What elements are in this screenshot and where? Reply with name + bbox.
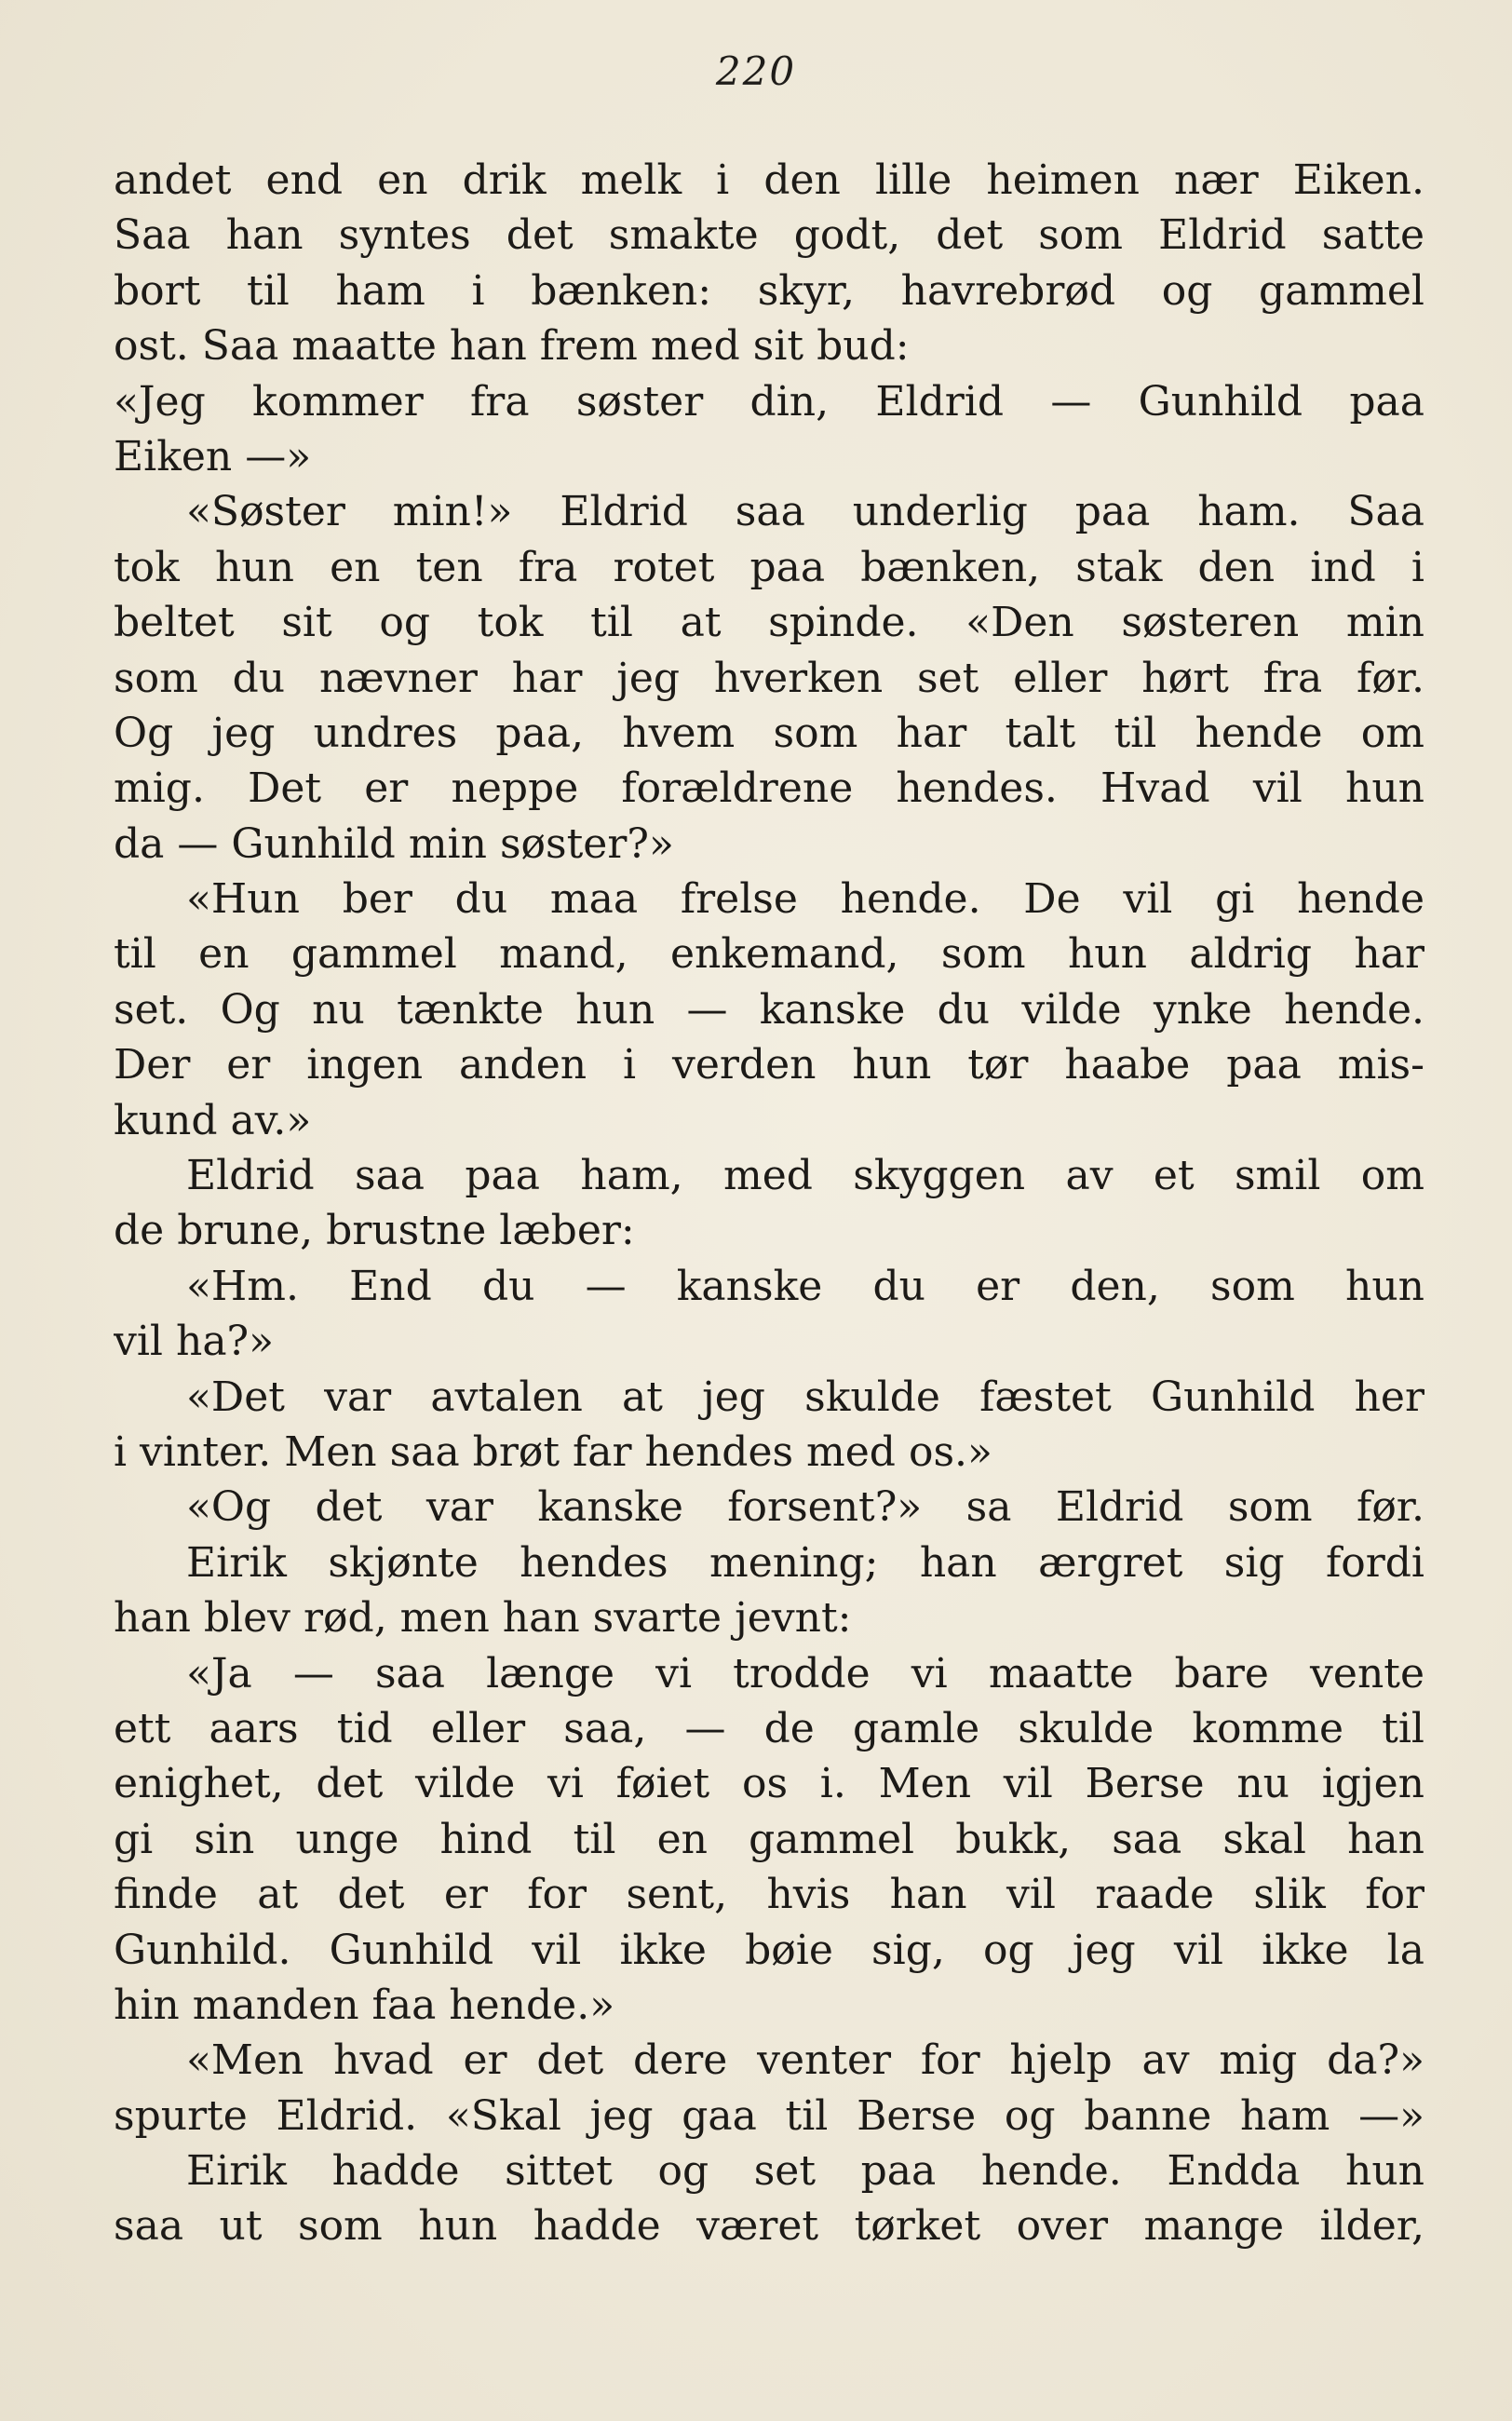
text-line: «Søster min!» Eldrid saa underlig paa ham. Saa [186, 488, 1424, 536]
text-line: bort til ham i bænken: skyr, havrebrød og gammel [114, 266, 1424, 315]
text-line: «Ja — saa længe vi trodde vi maatte bare vente [186, 1649, 1424, 1697]
text-line: mig. Det er neppe forældrene hendes. Hvad vil hun [114, 764, 1424, 813]
text-line: «Hm. End du — kanske du er den, som hun [186, 1262, 1424, 1310]
text-line: i vinter. Men saa brøt far hendes med os.» [114, 1427, 992, 1476]
text-line: da — Gunhild min søster?» [114, 819, 674, 868]
text-line: Der er ingen anden i verden hun tør haabe paa mis- [114, 1041, 1424, 1089]
text-line: hin manden faa hende.» [114, 1981, 615, 2029]
text-line: som du nævner har jeg hverken set eller hørt fra før. [114, 654, 1424, 702]
text-line: Og jeg undres paa, hvem som har talt til hende om [114, 709, 1424, 757]
text-line: finde at det er for sent, hvis han vil raade slik for [114, 1871, 1424, 1919]
text-line: Eldrid saa paa ham, med skyggen av et smil om [186, 1152, 1424, 1200]
text-line: vil ha?» [114, 1318, 275, 1366]
text-line: han blev rød, men han svarte jevnt: [114, 1594, 852, 1643]
text-line: spurte Eldrid. «Skal jeg gaa til Berse og banne ham —» [114, 2091, 1424, 2140]
text-line: Eirik hadde sittet og set paa hende. Endda hun [186, 2147, 1424, 2196]
text-line: ett aars tid eller saa, — de gamle skulde komme til [114, 1704, 1424, 1752]
body-text [114, 153, 1424, 2254]
text-line: beltet sit og tok til at spinde. «Den søsteren min [114, 599, 1424, 647]
text-line: saa ut som hun hadde været tørket over mange ilder, [114, 2202, 1424, 2251]
text-line: tok hun en ten fra rotet paa bænken, stak den ind i [114, 543, 1424, 591]
text-line: Eiken —» [114, 432, 312, 480]
text-line: ost. Saa maatte han frem med sit bud: [114, 322, 910, 371]
text-line: «Det var avtalen at jeg skulde fæstet Gunhild her [186, 1373, 1424, 1421]
text-line: de brune, brustne læber: [114, 1207, 635, 1255]
text-line: set. Og nu tænkte hun — kanske du vilde ynke hende. [114, 985, 1424, 1034]
text-line: enighet, det vilde vi føiet os i. Men vil Berse nu igjen [114, 1760, 1424, 1808]
text-line: gi sin unge hind til en gammel bukk, saa skal han [114, 1815, 1424, 1863]
text-line: «Og det var kanske forsent?» sa Eldrid som før. [186, 1483, 1424, 1532]
text-line: til en gammel mand, enkemand, som hun aldrig har [114, 930, 1424, 979]
text-line: andet end en drik melk i den lille heimen nær Eiken. [114, 156, 1424, 204]
text-line: kund av.» [114, 1096, 312, 1144]
text-line: «Hun ber du maa frelse hende. De vil gi hende [186, 875, 1424, 924]
text-line: Eirik skjønte hendes mening; han ærgret sig fordi [186, 1538, 1424, 1587]
text-line: «Jeg kommer fra søster din, Eldrid — Gunhild paa [114, 377, 1424, 426]
text-line: Saa han syntes det smakte godt, det som Eldrid satte [114, 211, 1424, 260]
text-line: Gunhild. Gunhild vil ikke bøie sig, og jeg vil ikke la [114, 1926, 1424, 1974]
text-line: «Men hvad er det dere venter for hjelp av mig da?» [186, 2036, 1424, 2085]
page-number: 220 [715, 48, 797, 94]
